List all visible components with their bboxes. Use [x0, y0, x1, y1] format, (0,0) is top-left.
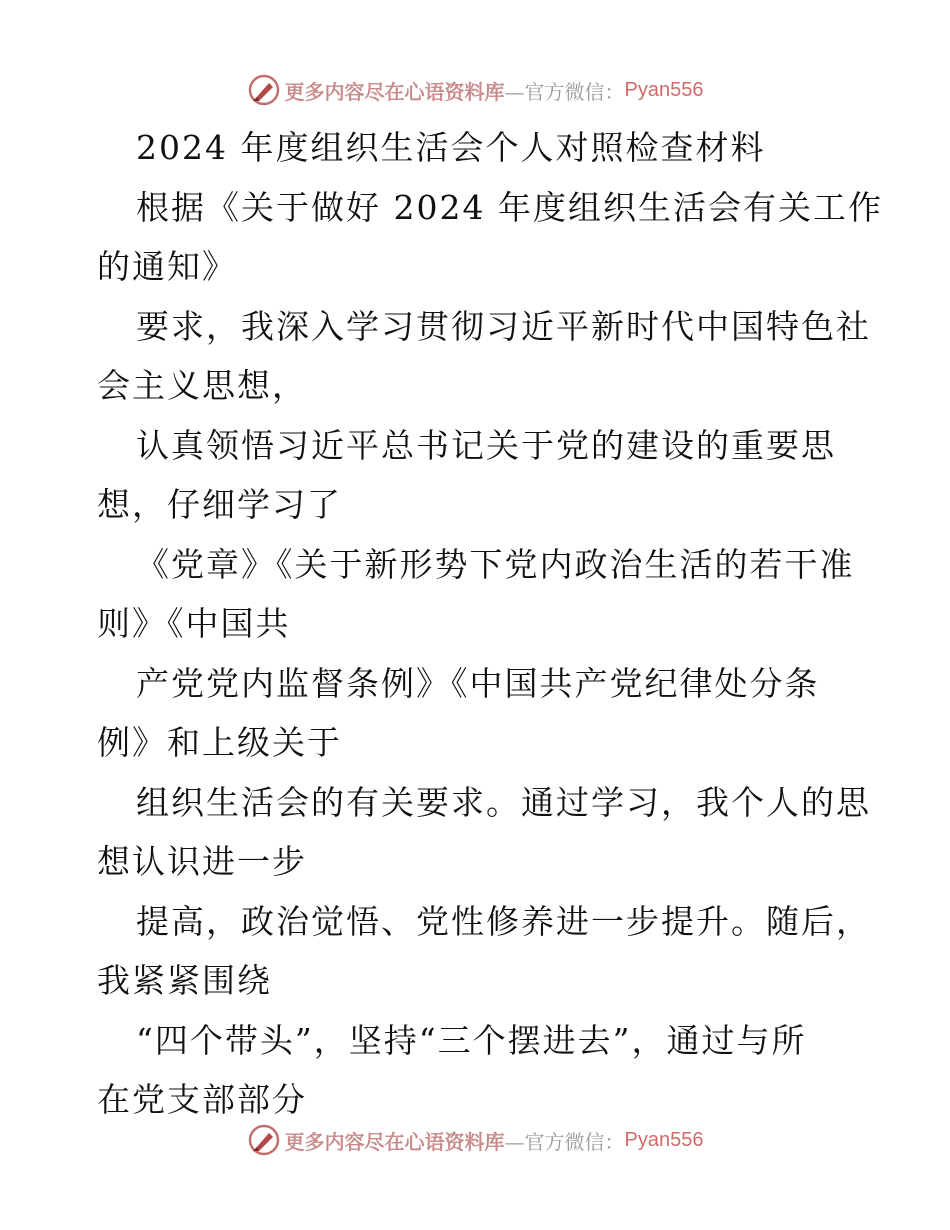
- document-line: 想，仔细学习了: [97, 485, 342, 524]
- footer-watermark: [0, 1120, 950, 1160]
- document-line: 的通知》: [97, 247, 237, 286]
- document-body: [97, 118, 883, 1130]
- document-line: 根据《关于做好 2024 年度组织生活会有关工作: [136, 187, 883, 227]
- document-line: 《党章》《关于新形势下党内政治生活的若干准: [136, 544, 855, 584]
- pen-nib-logo-icon: [247, 1123, 281, 1157]
- header-watermark: [0, 70, 950, 110]
- document-line: 会主义思想，: [97, 366, 307, 405]
- watermark-separator: —官方微信：: [504, 1129, 625, 1154]
- watermark-wechat-id: Pyan556: [624, 1128, 704, 1151]
- document-line: 例》和上级关于: [97, 723, 342, 762]
- document-line: 提高，政治觉悟、党性修养进一步提升。随后，: [136, 901, 871, 941]
- document-line: 要求，我深入学习贯彻习近平新时代中国特色社: [136, 306, 871, 346]
- document-line: 我紧紧围绕: [97, 961, 272, 1000]
- document-line: 2024 年度组织生活会个人对照检查材料: [136, 128, 766, 167]
- watermark-separator: —官方微信：: [504, 79, 625, 104]
- document-line: 想认识进一步: [97, 842, 307, 881]
- document-line: 在党支部部分: [97, 1080, 307, 1119]
- pen-nib-logo-icon: [247, 73, 281, 107]
- document-line: 认真领悟习近平总书记关于党的建设的重要思: [136, 425, 836, 465]
- document-line: 产党党内监督条例》《中国共产党纪律处分条: [136, 663, 820, 703]
- document-line: “四个带头”，坚持“三个摆进去”，通过与所: [136, 1020, 807, 1060]
- document-line: 则》《中国共: [97, 604, 291, 643]
- watermark-text: 更多内容尽在心语资料库: [284, 1129, 505, 1154]
- watermark-wechat-id: Pyan556: [624, 78, 704, 101]
- watermark-text: 更多内容尽在心语资料库: [284, 79, 505, 104]
- document-line: 组织生活会的有关要求。通过学习，我个人的思: [136, 782, 871, 822]
